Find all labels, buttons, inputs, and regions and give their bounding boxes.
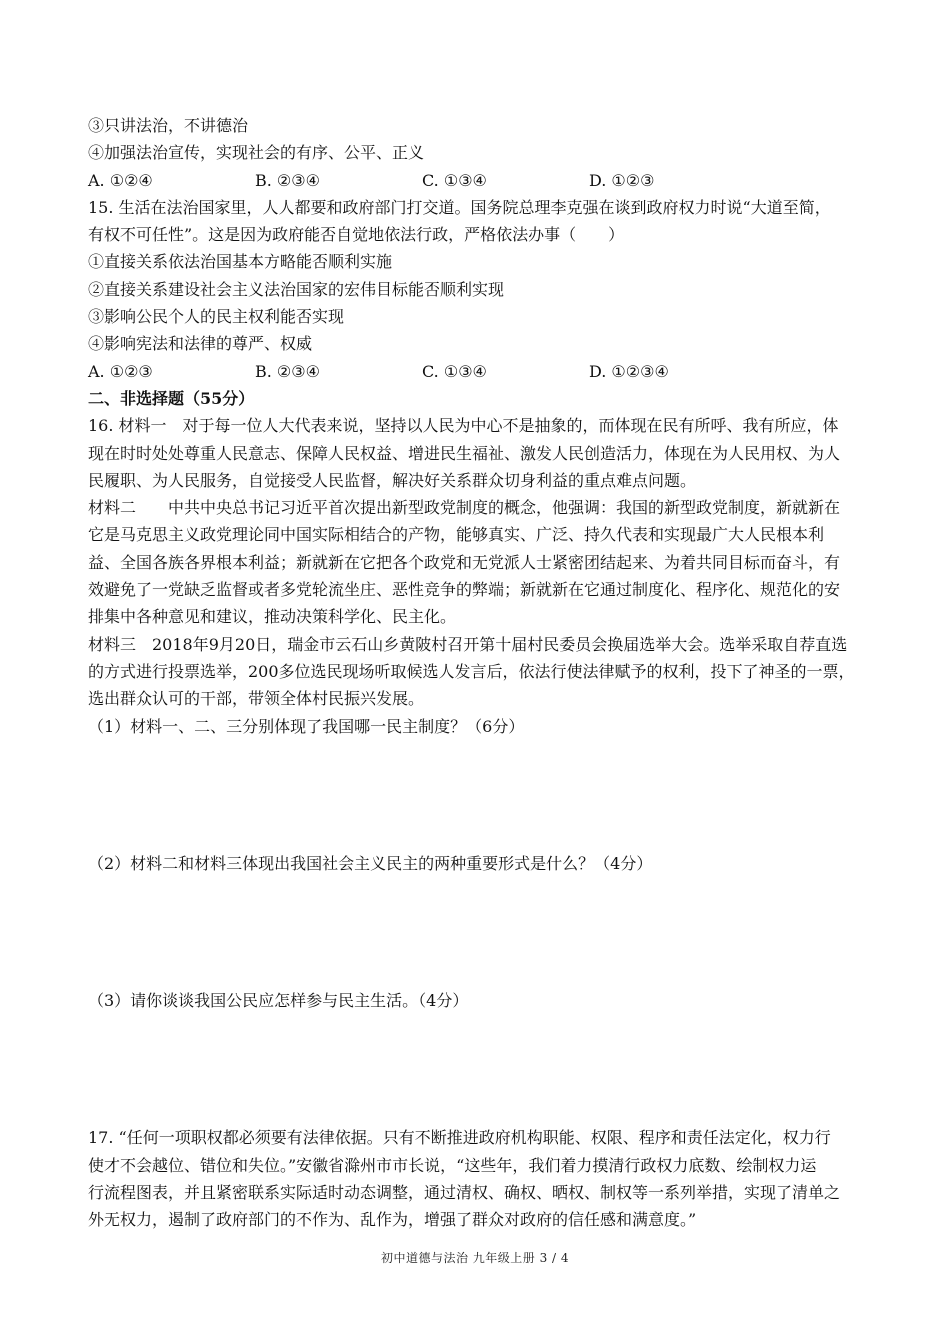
q16-material-2-line-3: 益、全国各族各界根本利益；新就新在它把各个政党和无党派人士紧密团结起来、为着共同目标而奋斗，有	[88, 552, 841, 572]
q16-material-3-line-3: 选出群众认可的干部，带领全体村民振兴发展。	[88, 689, 425, 709]
q15-item-1: ①直接关系依法治国基本方略能否顺利实施	[88, 252, 393, 272]
q16-material-2-line-1: 材料二 中共中央总书记习近平首次提出新型政党制度的概念，他强调：我国的新型政党制度，新就新在	[88, 498, 841, 518]
q16-subquestion-3: （3）请你谈谈我国公民应怎样参与民主生活。（4分）	[88, 991, 469, 1011]
q16-material-3-line-1: 材料三 2018年9月20日，瑞金市云石山乡黄陂村召开第十届村民委员会换届选举大会。选举采取自荐直选	[88, 634, 848, 654]
q16-answer-space-3[interactable]	[88, 1014, 866, 1124]
q14-option-a: A. ①②④	[88, 170, 153, 190]
q15-option-d: D. ①②③④	[589, 361, 669, 381]
q17-line-2: 使才不会越位、错位和失位。”安徽省滁州市市长说，“这些年，我们着力摸清行政权力底数、绘制权力运	[88, 1155, 817, 1175]
q16-subquestion-1: （1）材料一、二、三分别体现了我国哪一民主制度？（6分）	[88, 716, 525, 736]
q16-material-1-line-1: 16. 材料一 对于每一位人大代表来说，坚持以人民为中心不是抽象的，而体现在民有所呼、我有所应，体	[88, 416, 839, 436]
q16-answer-space-1[interactable]	[88, 740, 866, 850]
q14-option-b: B. ②③④	[255, 170, 320, 190]
q15-item-4: ④影响宪法和法律的尊严、权威	[88, 334, 313, 354]
q16-material-2-line-4: 效避免了一党缺乏监督或者多党轮流坐庄、恶性竞争的弊端；新就新在它通过制度化、程序化、规范化的安	[88, 580, 841, 600]
q14-option-d: D. ①②③	[589, 170, 655, 190]
page-content	[88, 112, 866, 1234]
q17-line-1: 17. “任何一项职权都必须要有法律依据。只有不断推进政府机构职能、权限、程序和责任法定化，权力行	[88, 1128, 831, 1148]
q15-option-b: B. ②③④	[255, 361, 320, 381]
page-footer: 初中道德与法治 九年级上册 3 / 4	[380, 1251, 570, 1265]
q16-material-2-line-2: 它是马克思主义政党理论同中国实际相结合的产物，能够真实、广泛、持久代表和实现最广大人民根本利	[88, 525, 825, 545]
q17-line-4: 外无权力，遏制了政府部门的不作为、乱作为，增强了群众对政府的信任感和满意度。”	[88, 1210, 697, 1230]
q15-option-a: A. ①②③	[88, 361, 153, 381]
q15-item-3: ③影响公民个人的民主权利能否实现	[88, 307, 345, 327]
q16-material-1-line-3: 民履职、为人民服务，自觉接受人民监督，解决好关系群众切身利益的重点难点问题。	[88, 470, 697, 490]
q14-option-c: C. ①③④	[422, 170, 487, 190]
q15-item-2: ②直接关系建设社会主义法治国家的宏伟目标能否顺利实现	[88, 279, 505, 299]
q15-stem-line-1: 15. 生活在法治国家里，人人都要和政府部门打交道。国务院总理李克强在谈到政府权力时说“大道至简，	[88, 197, 831, 217]
section-2-heading: 二、非选择题（55分）	[88, 388, 255, 408]
q16-material-2-line-5: 排集中各种意见和建议，推动决策科学化、民主化。	[88, 607, 457, 627]
q17-line-3: 行流程图表，并且紧密联系实际适时动态调整，通过清权、确权、晒权、制权等一系列举措，实现了清单之	[88, 1183, 841, 1203]
q15-stem-line-2: 有权不可任性”。这是因为政府能否自觉地依法行政，严格依法办事（ ）	[88, 225, 625, 245]
q16-material-3-line-2: 的方式进行投票选举，200多位选民现场听取候选人发言后，依法行使法律赋予的权利，投下了神圣的一票，	[88, 661, 855, 681]
q16-subquestion-2: （2）材料二和材料三体现出我国社会主义民主的两种重要形式是什么？（4分）	[88, 853, 653, 873]
q16-material-1-line-2: 现在时时处处尊重人民意志、保障人民权益、增进民生福祉、激发人民创造活力，体现在为人民用权、为人	[88, 443, 841, 463]
q14-item-4: ④加强法治宣传，实现社会的有序、公平、正义	[88, 143, 425, 163]
q15-options	[88, 358, 866, 385]
q15-option-c: C. ①③④	[422, 361, 487, 381]
q14-item-3: ③只讲法治，不讲德治	[88, 116, 249, 135]
q14-options	[88, 167, 866, 194]
q16-answer-space-2[interactable]	[88, 877, 866, 987]
